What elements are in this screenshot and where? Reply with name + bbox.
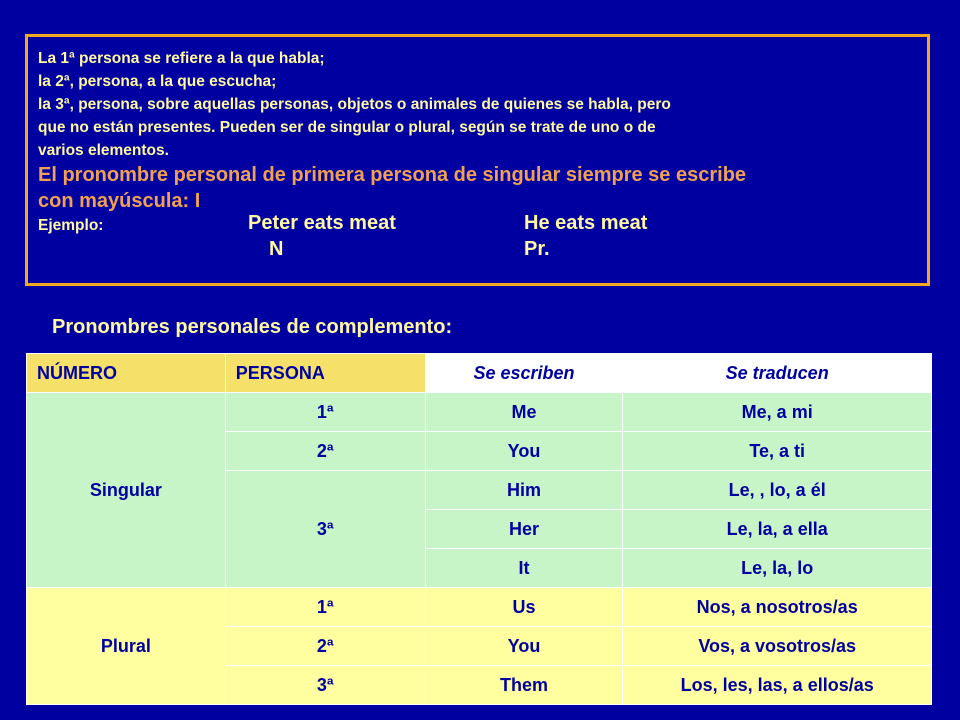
example-tag-pronoun: Pr. [524, 238, 550, 260]
escriben-cell: Him [425, 471, 623, 510]
intro-line-2: la 2ª, persona, a la que escucha; [38, 73, 277, 90]
persona-cell: 3ª [225, 666, 425, 705]
traducen-cell: Le, la, lo [623, 549, 932, 588]
traducen-cell: Nos, a nosotros/as [623, 588, 932, 627]
rule-line-2: con mayúscula: I [38, 190, 201, 212]
example-row [38, 212, 927, 260]
persona-cell: 1ª [225, 393, 425, 432]
escriben-cell: Them [425, 666, 623, 705]
traducen-cell: Los, les, las, a ellos/as [623, 666, 932, 705]
escriben-cell: Her [425, 510, 623, 549]
intro-line-1: La 1ª persona se refiere a la que habla; [38, 50, 325, 67]
table-row [27, 393, 932, 432]
table-row [27, 588, 932, 627]
header-persona: PERSONA [225, 354, 425, 393]
intro-line-3: la 3ª, persona, sobre aquellas personas, objetos o animales de quienes se habla, pero [38, 96, 671, 113]
example-label: Ejemplo: [38, 217, 104, 234]
persona-cell: 2ª [225, 432, 425, 471]
header-numero: NÚMERO [27, 354, 226, 393]
header-se-escriben: Se escriben [425, 354, 623, 393]
section-title: Pronombres personales de complemento: [52, 316, 453, 338]
traducen-cell: Le, , lo, a él [623, 471, 932, 510]
number-cell-singular: Singular [27, 393, 226, 588]
info-box [25, 34, 930, 286]
traducen-cell: Me, a mi [623, 393, 932, 432]
escriben-cell: Me [425, 393, 623, 432]
intro-line-4: que no están presentes. Pueden ser de singular o plural, según se trate de uno o de [38, 119, 656, 136]
example-sentence-1: Peter eats meat [248, 212, 396, 234]
escriben-cell: You [425, 627, 623, 666]
persona-cell: 1ª [225, 588, 425, 627]
example-sentence-2: He eats meat [524, 212, 648, 234]
traducen-cell: Te, a ti [623, 432, 932, 471]
pronoun-table [26, 353, 932, 705]
persona-cell: 2ª [225, 627, 425, 666]
table-header-row [27, 354, 932, 393]
example-tag-noun: N [269, 238, 284, 260]
traducen-cell: Le, la, a ella [623, 510, 932, 549]
header-se-traducen: Se traducen [623, 354, 932, 393]
traducen-cell: Vos, a vosotros/as [623, 627, 932, 666]
escriben-cell: It [425, 549, 623, 588]
escriben-cell: Us [425, 588, 623, 627]
escriben-cell: You [425, 432, 623, 471]
intro-line-5: varios elementos. [38, 142, 169, 159]
number-cell-plural: Plural [27, 588, 226, 705]
rule-line-1: El pronombre personal de primera persona de singular siempre se escribe [38, 164, 747, 186]
persona-cell: 3ª [225, 471, 425, 588]
